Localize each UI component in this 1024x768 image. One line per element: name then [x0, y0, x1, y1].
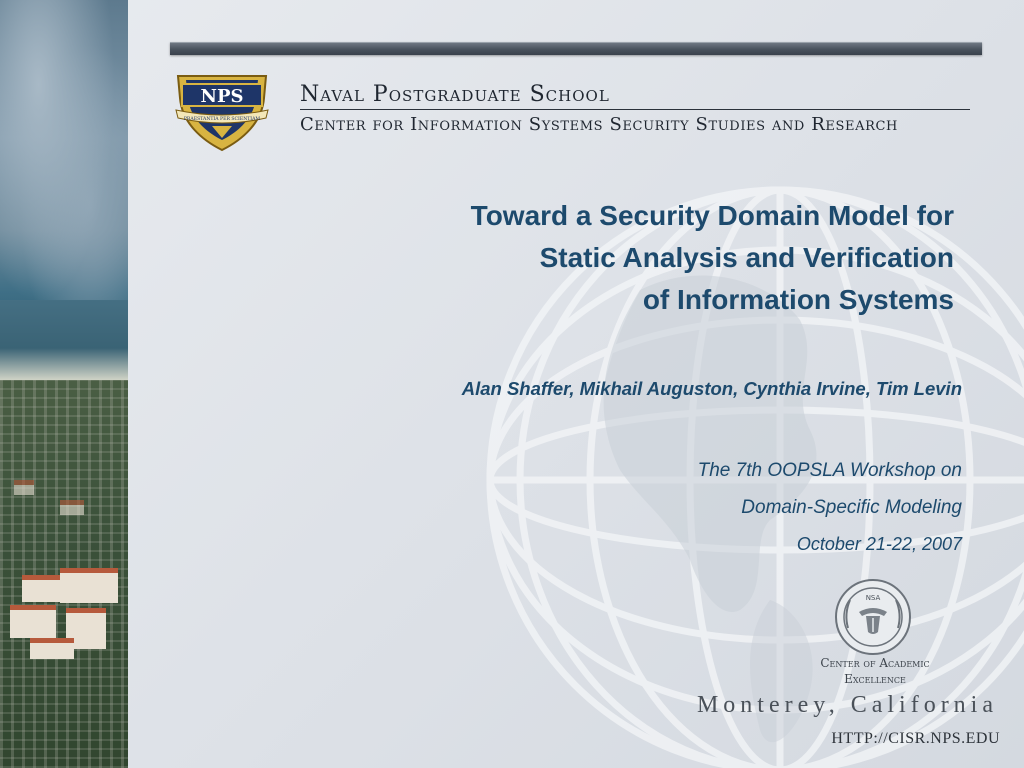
logo-text: NPS: [200, 86, 244, 107]
authors: Alan Shaffer, Mikhail Auguston, Cynthia Irvine, Tim Levin: [461, 378, 962, 399]
nsa-seal-icon: [834, 578, 912, 656]
venue-line-2: Domain-Specific Modeling: [741, 497, 962, 518]
cae-line-2: Excellence: [844, 672, 906, 686]
title-line-1: Toward a Security Domain Model for: [470, 200, 954, 231]
cae-caption: [790, 655, 960, 687]
center-name: Center for Information Systems Security Studies and Research: [300, 114, 898, 135]
title-line-2: Static Analysis and Verification: [539, 242, 954, 273]
slide-title: [314, 195, 954, 321]
seal-text: NSA: [865, 594, 881, 602]
venue-date: October 21-22, 2007: [796, 534, 962, 554]
aerial-photo: [0, 0, 128, 768]
top-bar: [170, 42, 982, 55]
logo-motto: PRAESTANTIA PER SCIENTIAM: [183, 117, 261, 122]
venue-line-1: The 7th OOPSLA Workshop on: [697, 460, 962, 481]
header-divider: [300, 109, 970, 110]
nps-logo: [172, 68, 272, 152]
location-text: Monterey, California: [696, 692, 998, 718]
school-name: Naval Postgraduate School: [300, 82, 610, 107]
title-line-3: of Information Systems: [642, 284, 954, 315]
website-url: HTTP://CISR.NPS.EDU: [831, 730, 1000, 747]
venue: [698, 452, 962, 563]
cae-line-1: Center of Academic: [820, 656, 930, 670]
school-header: [300, 82, 970, 136]
